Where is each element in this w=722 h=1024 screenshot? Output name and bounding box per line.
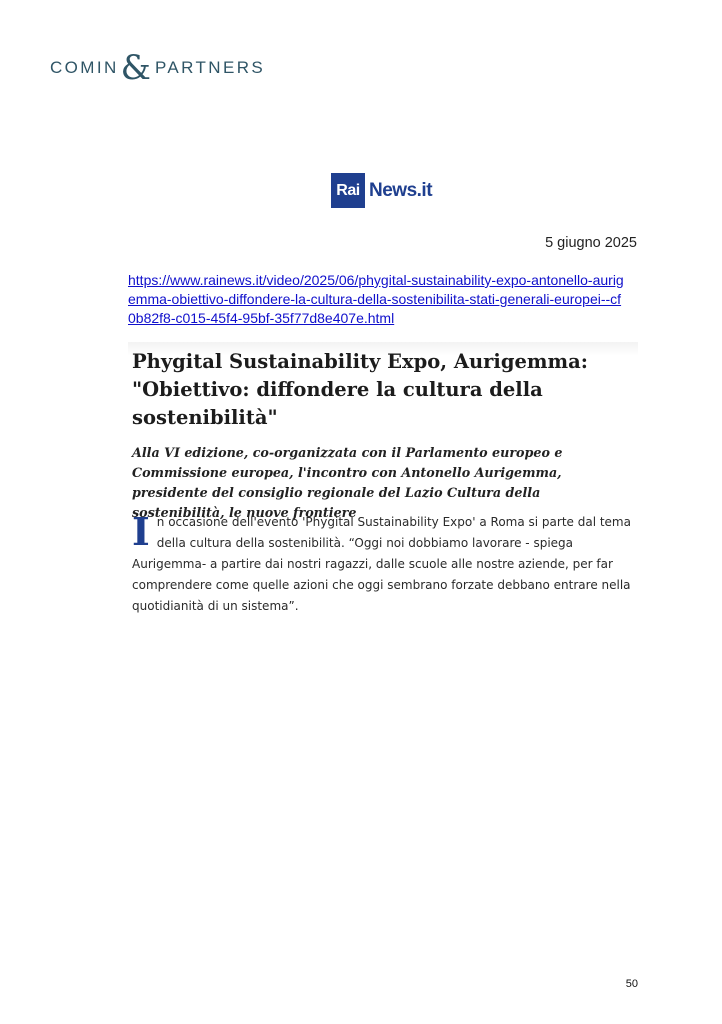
article-standfirst: Alla VI edizione, co-organizzata con il Parlamento europeo e Commissione europea, l'incontro con Antonello Aurigemma, presidente del consiglio regionale del Lazio Cultura della sostenibilità, le nuove frontiere xyxy=(132,445,563,520)
news-it-wordmark: News.it xyxy=(369,179,433,201)
brand-ampersand: & xyxy=(120,48,151,88)
article-url-link[interactable]: https://www.rainews.it/video/2025/06/phygital-sustainability-expo-antonello-aurigemma-obiettivo-diffondere-la-cultura-della-sostenibilita-stati-generali-europei--cf0b82f8-c015-45f4-95bf-35f77d8e407e.html xyxy=(128,272,624,326)
article-body-text: n occasione dell'evento 'Phygital Sustainability Expo' a Roma si parte dal tema della cultura della sostenibilità. “Oggi noi dobbiamo lavorare - spiega Aurigemma- a partire dai nostri ragazzi, dalle scuole alle nostre aziende, per far comprendere come quelle azioni che oggi sembrano forzate debbano entrare nella quotidianità di un sistema”. xyxy=(132,515,631,613)
article-body xyxy=(132,509,632,617)
article-clipping xyxy=(128,342,638,627)
brand-right: PARTNERS xyxy=(154,58,266,77)
article-headline: Phygital Sustainability Expo, Aurigemma: "Obiettivo: diffondere la cultura della sostenibilità" xyxy=(132,350,588,429)
page-number: 50 xyxy=(625,978,638,990)
publication-date: 5 giugno 2025 xyxy=(545,235,637,251)
brand-left: COMIN xyxy=(50,58,119,77)
rainews-logo xyxy=(331,173,432,208)
article-dropcap: I xyxy=(132,509,150,554)
comin-partners-logo xyxy=(50,48,266,88)
rai-logo-box: Rai xyxy=(331,173,365,208)
